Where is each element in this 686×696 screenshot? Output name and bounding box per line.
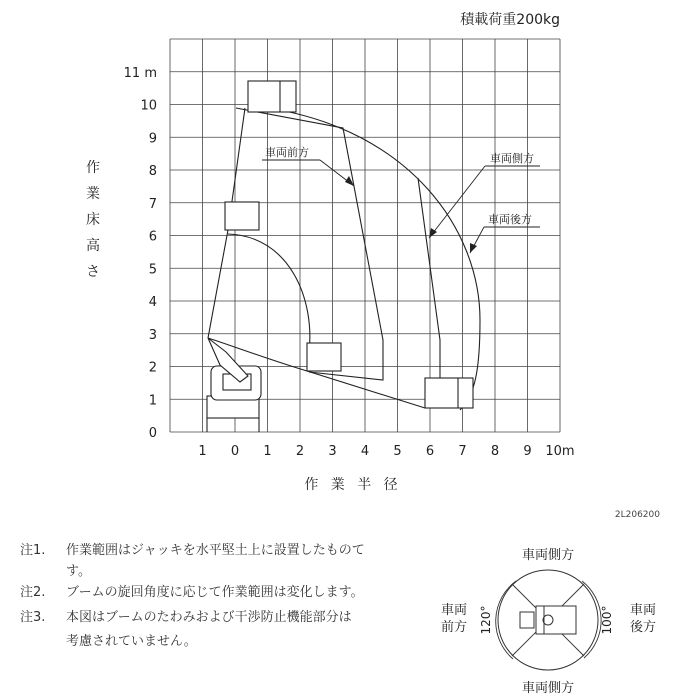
x-tick-label: 5 — [393, 444, 402, 459]
y-tick-label: 1 — [148, 393, 157, 409]
platform-top — [248, 81, 296, 112]
note-1 — [20, 542, 365, 560]
y-axis-label-char: 床 — [86, 212, 100, 228]
y-axis-label-char: 作 — [86, 160, 100, 176]
vehicle-front-icon — [520, 612, 534, 628]
label-rear: 車両後方 — [488, 213, 532, 226]
rotation-rear-label-1: 車両 — [629, 603, 657, 618]
rear-arrow — [470, 243, 477, 253]
y-tick-label: 11 m — [123, 65, 157, 81]
x-tick-label: 7 — [458, 444, 467, 459]
diagram-code: 2L206200 — [614, 510, 660, 520]
vehicle-body-icon — [536, 606, 576, 634]
rotation-bottom-label: 車両側方 — [521, 681, 575, 696]
rotation-top-label: 車両側方 — [521, 548, 575, 563]
x-tick-label: 3 — [328, 444, 337, 459]
x-tick-label: 1 — [198, 444, 207, 459]
y-tick-label: 6 — [148, 229, 157, 245]
y-tick-label: 5 — [148, 262, 157, 278]
reach-envelope — [208, 108, 480, 410]
x-axis-ticks — [198, 444, 574, 459]
y-tick-label: 7 — [148, 196, 157, 212]
angle-rear-label: 100° — [600, 605, 614, 635]
x-tick-label: 10m — [545, 444, 575, 459]
note-1-text: 作業範囲はジャッキを水平堅土上に設置したものて — [66, 543, 365, 558]
x-tick-label: 9 — [523, 444, 532, 459]
x-tick-label: 8 — [490, 444, 500, 459]
vehicle — [207, 338, 261, 432]
note-2-text: ブームの旋回角度に応じて作業範囲は変化します。 — [66, 585, 364, 600]
x-tick-label: 4 — [360, 444, 370, 459]
y-axis-ticks — [124, 66, 157, 441]
x-axis-label: 作 業 半 径 — [304, 477, 402, 493]
note-3-number: 注3. — [20, 610, 46, 625]
label-front: 車両前方 — [265, 146, 309, 159]
y-axis-label-char: さ — [86, 264, 100, 280]
x-tick-label: 6 — [425, 444, 435, 459]
label-side: 車両側方 — [490, 152, 534, 165]
note-1-continuation: す。 — [66, 564, 91, 579]
platform-mid — [225, 202, 259, 230]
rotation-front-label-1: 車両 — [440, 603, 468, 618]
note-1-number: 注1. — [20, 543, 46, 558]
y-axis-label-char: 高 — [86, 238, 100, 254]
curve-labels — [262, 145, 540, 253]
note-2-number: 注2. — [20, 585, 46, 600]
y-tick-label: 2 — [148, 360, 157, 376]
rotation-rear-label-2: 後方 — [629, 620, 657, 635]
platforms — [225, 81, 473, 408]
note-3-text: 本図はブームのたわみおよび干渉防止機能部分は — [66, 610, 352, 625]
note-3-continuation: 考慮されていません。 — [66, 634, 197, 649]
inner-arc — [228, 234, 310, 352]
bottom-envelope-line — [307, 371, 425, 408]
x-tick-label: 2 — [295, 444, 305, 459]
y-tick-label: 8 — [148, 164, 157, 179]
y-axis-label — [86, 160, 100, 280]
y-tick-label: 4 — [148, 295, 157, 310]
y-tick-label: 10 — [140, 98, 157, 114]
y-tick-label: 3 — [148, 327, 157, 343]
rotation-front-label-2: 前方 — [440, 620, 468, 635]
y-axis-label-char: 業 — [86, 186, 100, 202]
load-capacity-title: 積載荷重200kg — [460, 12, 560, 28]
platform-rear — [425, 378, 473, 408]
note-2 — [20, 584, 364, 602]
y-tick-label: 9 — [148, 131, 157, 147]
x-tick-label: 0 — [230, 444, 240, 459]
platform-inner — [307, 343, 341, 371]
note-3 — [20, 609, 352, 627]
side-boundary — [418, 178, 440, 380]
y-tick-label: 0 — [148, 426, 157, 441]
side-leader — [429, 166, 485, 238]
rotation-diagram — [441, 547, 656, 696]
angle-front-label: 120° — [479, 605, 493, 635]
x-tick-label: 1 — [263, 444, 272, 459]
